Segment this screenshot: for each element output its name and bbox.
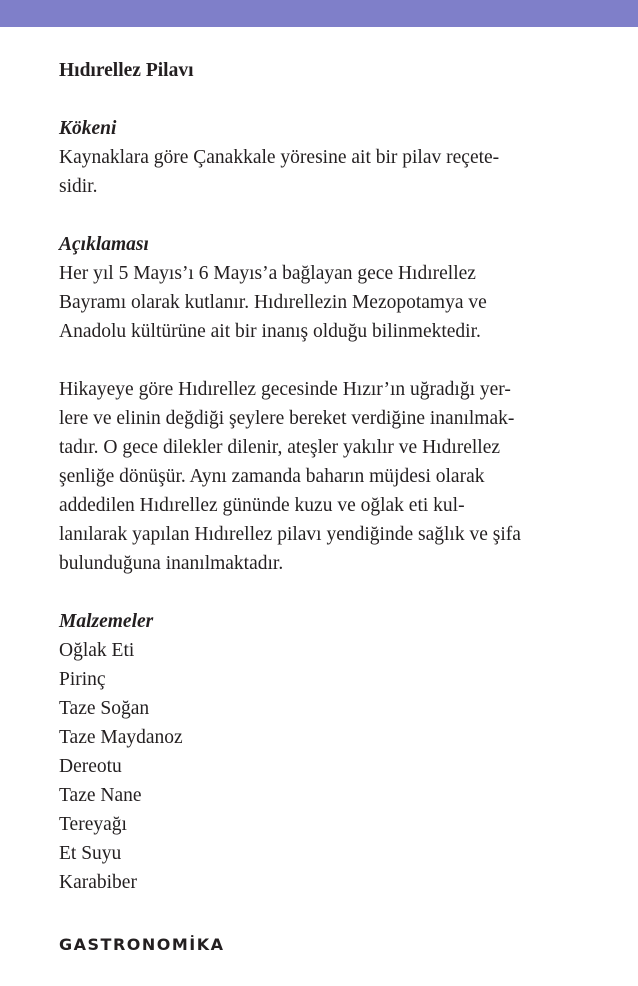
ingredients-list	[59, 636, 589, 897]
recipe-content	[59, 56, 589, 897]
ingredient-item: Taze Soğan	[59, 698, 150, 719]
ingredient-item: Pirinç	[59, 669, 106, 690]
ingredients-heading: Malzemeler	[59, 611, 154, 632]
origin-line: sidir.	[59, 176, 98, 197]
ingredient-item: Taze Nane	[59, 785, 142, 806]
origin-line: Kaynaklara göre Çanakkale yöresine ait bir pilav reçete-	[59, 147, 500, 168]
recipe-title: Hıdırellez Pilavı	[59, 60, 194, 81]
description-line: Hikayeye göre Hıdırellez gecesinde Hızır’ın uğradığı yer-	[59, 379, 511, 400]
description-line: lere ve elinin değdiği şeylere bereket verdiğine inanılmak-	[59, 408, 515, 429]
description-line: lanılarak yapılan Hıdırellez pilavı yendiğinde sağlık ve şifa	[59, 524, 521, 545]
ingredient-item: Taze Maydanoz	[59, 727, 183, 748]
description-heading: Açıklaması	[59, 234, 149, 255]
description-line: addedilen Hıdırellez gününde kuzu ve oğlak eti kul-	[59, 495, 465, 516]
origin-text	[59, 143, 589, 201]
ingredient-item: Karabiber	[59, 872, 137, 893]
description-line: tadır. O gece dilekler dilenir, ateşler yakılır ve Hıdırellez	[59, 437, 501, 458]
ingredient-item: Tereyağı	[59, 814, 127, 835]
description-line: Her yıl 5 Mayıs’ı 6 Mayıs’a bağlayan gece Hıdırellez	[59, 263, 476, 284]
description-line: bulunduğuna inanılmaktadır.	[59, 553, 284, 574]
description-line: Anadolu kültürüne ait bir inanış olduğu bilinmektedir.	[59, 321, 481, 342]
description-line: şenliğe dönüşür. Aynı zamanda baharın müjdesi olarak	[59, 466, 485, 487]
top-color-bar	[0, 0, 638, 27]
description-paragraph-1	[59, 259, 589, 346]
ingredient-item: Dereotu	[59, 756, 122, 777]
description-paragraph-2	[59, 375, 589, 578]
description-line: Bayramı olarak kutlanır. Hıdırellezin Mezopotamya ve	[59, 292, 487, 313]
ingredient-item: Et Suyu	[59, 843, 122, 864]
gastronomika-logo: GASTRONOMİKA	[59, 935, 225, 954]
ingredient-item: Oğlak Eti	[59, 640, 135, 661]
origin-heading: Kökeni	[59, 118, 117, 139]
